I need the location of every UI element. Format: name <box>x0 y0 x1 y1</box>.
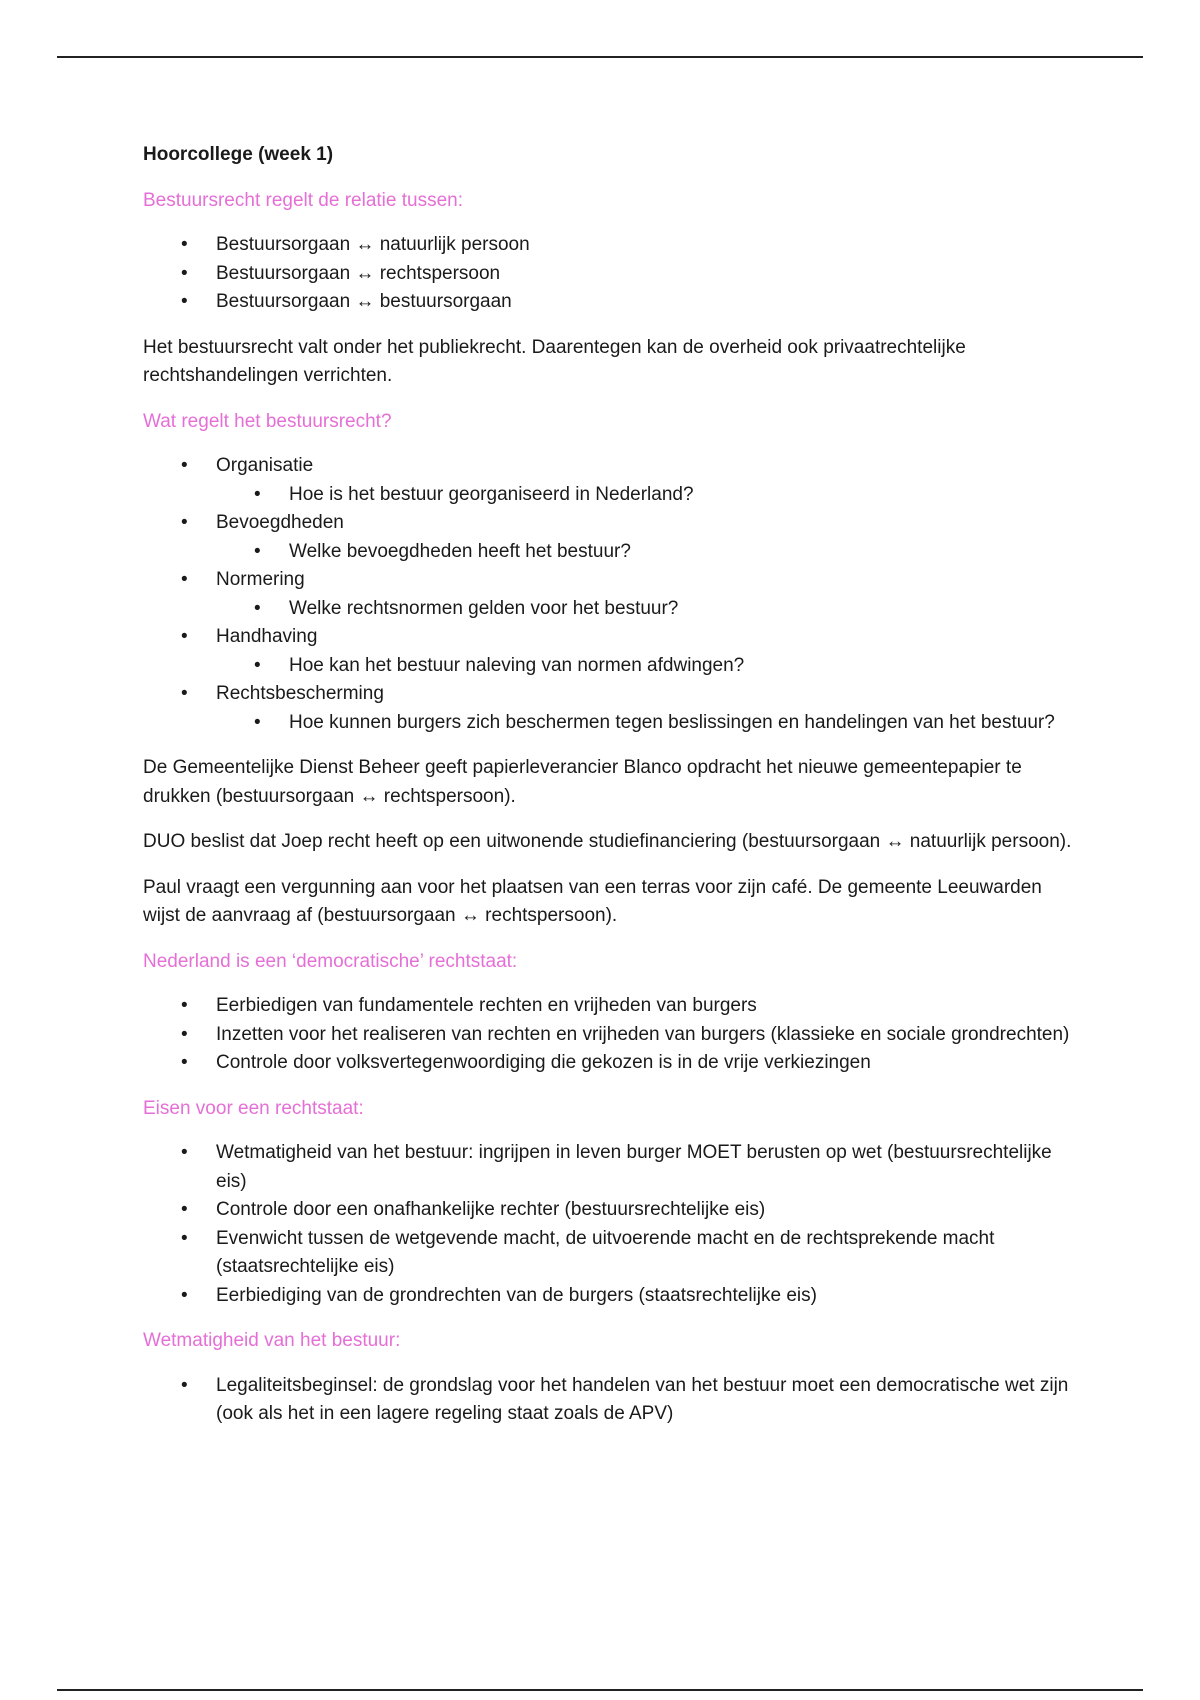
list-item: • Bestuursorgaan ↔ rechtspersoon <box>143 260 1073 289</box>
list-item-label: Normering <box>216 569 305 590</box>
list-item: • Inzetten voor het realiseren van rechten en vrijheden van burgers (klassieke en sociale grondrechten) <box>143 1021 1073 1050</box>
list-item: • Controle door volksvertegenwoordiging die gekozen is in de vrije verkiezingen <box>143 1049 1073 1078</box>
sub-list <box>216 538 1073 567</box>
list-item: • Evenwicht tussen de wetgevende macht, de uitvoerende macht en de rechtsprekende macht (staatsrechtelijke eis) <box>143 1225 1073 1282</box>
list-item: • Bestuursorgaan ↔ bestuursorgaan <box>143 288 1073 317</box>
list-item: • Bestuursorgaan ↔ natuurlijk persoon <box>143 231 1073 260</box>
list-item-label: Rechtsbescherming <box>216 683 384 704</box>
paragraph-publiekrecht: Het bestuursrecht valt onder het publiekrecht. Daarentegen kan de overheid ook privaatrechtelijke rechtshandelingen verrichten. <box>143 336 966 386</box>
section-heading-regelt: Wat regelt het bestuursrecht? <box>143 410 392 432</box>
sub-list-item: • Hoe is het bestuur georganiseerd in Nederland? <box>216 481 1073 510</box>
sub-list <box>216 652 1073 681</box>
section-heading-relatie: Bestuursrecht regelt de relatie tussen: <box>143 189 464 211</box>
list-item-organisatie <box>143 452 1073 509</box>
section-heading-rechtstaat: Nederland is een ‘democratische’ rechtstaat: <box>143 950 518 972</box>
list-item: • Controle door een onafhankelijke rechter (bestuursrechtelijke eis) <box>143 1196 1073 1225</box>
bullet-list-rechtstaat <box>143 992 1073 1078</box>
sub-list-item: • Welke rechtsnormen gelden voor het bestuur? <box>216 595 1073 624</box>
document-title: Hoorcollege (week 1) <box>143 144 334 165</box>
paragraph-example-duo: DUO beslist dat Joep recht heeft op een uitwonende studiefinanciering (bestuursorgaan ↔ natuurlijk persoon). <box>143 831 1072 852</box>
list-item: • Eerbiediging van de grondrechten van de burgers (staatsrechtelijke eis) <box>143 1282 1073 1311</box>
list-item-rechtsbescherming <box>143 680 1073 737</box>
sub-list-item: • Hoe kunnen burgers zich beschermen tegen beslissingen en handelingen van het bestuur? <box>216 709 1073 738</box>
bullet-list-regelt <box>143 452 1073 737</box>
sub-list <box>216 595 1073 624</box>
list-item-label: Bevoegdheden <box>216 512 344 533</box>
list-item: • Wetmatigheid van het bestuur: ingrijpen in leven burger MOET berusten op wet (bestuursrechtelijke eis) <box>143 1139 1073 1196</box>
sub-list-item: • Welke bevoegdheden heeft het bestuur? <box>216 538 1073 567</box>
bullet-list-relatie <box>143 231 1073 317</box>
header-rule <box>57 56 1143 58</box>
list-item-label: Organisatie <box>216 455 314 476</box>
list-item-label: Handhaving <box>216 626 318 647</box>
section-heading-wetmatigheid: Wetmatigheid van het bestuur: <box>143 1330 401 1351</box>
paragraph-example-gemeente: De Gemeentelijke Dienst Beheer geeft papierleverancier Blanco opdracht het nieuwe gemeentepapier te drukken (bestuursorgaan ↔ rechtspersoon). <box>143 757 1022 807</box>
section-heading-eisen: Eisen voor een rechtstaat: <box>143 1097 364 1119</box>
footer-rule <box>57 1689 1143 1691</box>
list-item-bevoegdheden <box>143 509 1073 566</box>
paragraph-example-paul: Paul vraagt een vergunning aan voor het plaatsen van een terras voor zijn café. De gemeente Leeuwarden wijst de aanvraag af (bestuursorgaan ↔ rechtspersoon). <box>143 876 1042 926</box>
list-item-handhaving <box>143 623 1073 680</box>
list-item: • Eerbiedigen van fundamentele rechten en vrijheden van burgers <box>143 992 1073 1021</box>
bullet-list-eisen <box>143 1139 1073 1310</box>
list-item-normering <box>143 566 1073 623</box>
document-body <box>143 141 1073 1446</box>
list-item: • Legaliteitsbeginsel: de grondslag voor het handelen van het bestuur moet een democratische wet zijn (ook als het in een lagere regeling staat zoals de APV) <box>143 1372 1073 1429</box>
bullet-list-wetmatigheid <box>143 1372 1073 1429</box>
sub-list <box>216 709 1073 738</box>
sub-list <box>216 481 1073 510</box>
sub-list-item: • Hoe kan het bestuur naleving van normen afdwingen? <box>216 652 1073 681</box>
